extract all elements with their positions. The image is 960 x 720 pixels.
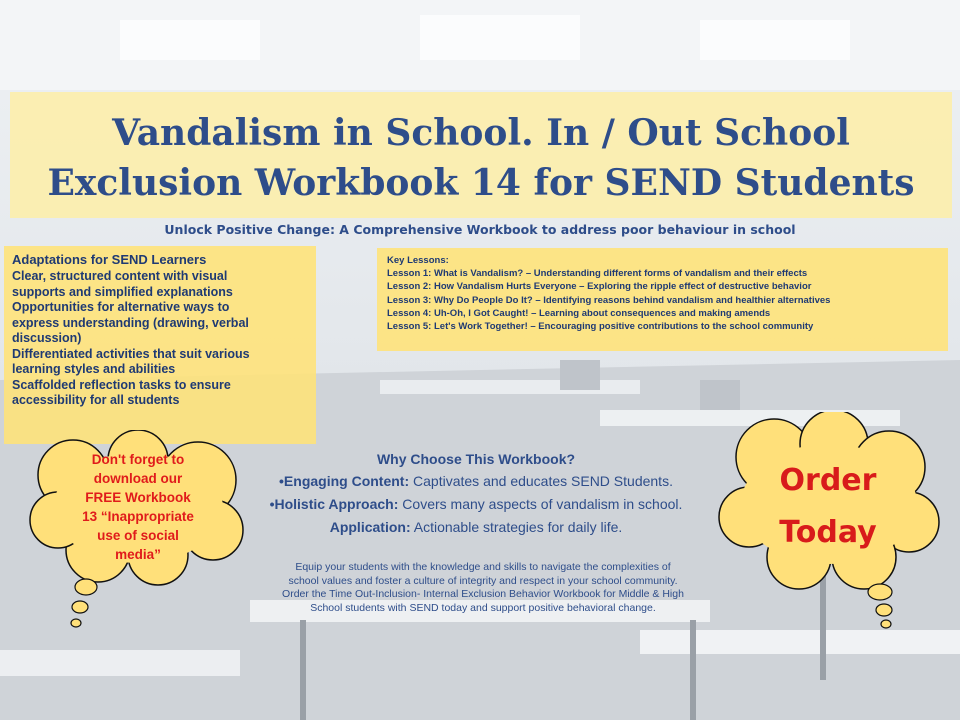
adaptation-line: discussion) xyxy=(12,331,82,345)
thought-bubble-dots-left xyxy=(60,575,100,635)
promo-line: FREE Workbook xyxy=(85,490,191,505)
order-line-1: Order xyxy=(779,463,877,498)
title-line-2: Exclusion Workbook 14 for SEND Students xyxy=(47,162,915,204)
adaptation-line: supports and simplified explanations xyxy=(12,284,233,299)
why-item-text: Captivates and educates SEND Students. xyxy=(409,473,673,489)
why-item-label: Application: xyxy=(329,519,411,535)
why-item-label: •Holistic Approach: xyxy=(269,496,399,512)
order-today-button[interactable] xyxy=(714,455,942,559)
closing-line: Equip your students with the knowledge and skills to navigate the complexities of xyxy=(295,561,671,573)
key-lessons-heading: Key Lessons: xyxy=(387,255,449,266)
closing-line: School students with SEND today and support positive behavioral change. xyxy=(310,601,656,614)
why-item xyxy=(226,493,726,516)
adaptation-line: accessibility for all students xyxy=(12,393,180,407)
adaptations-panel xyxy=(4,246,316,444)
why-choose-section xyxy=(226,448,726,539)
why-item-text: Covers many aspects of vandalism in school. xyxy=(398,496,683,512)
adaptation-line: express understanding (drawing, verbal xyxy=(12,315,249,330)
lesson-item: Lesson 2: How Vandalism Hurts Everyone – Exploring the ripple effect of destructive behavior xyxy=(387,281,812,293)
why-item xyxy=(226,516,726,539)
lesson-item: Lesson 4: Uh-Oh, I Got Caught! – Learning about consequences and making amends xyxy=(387,307,771,319)
promo-line: download our xyxy=(93,471,183,486)
adaptation-line: Opportunities for alternative ways to xyxy=(12,300,230,314)
adaptation-line: learning styles and abilities xyxy=(12,362,176,376)
title-line-1: Vandalism in School. In / Out School xyxy=(112,112,850,154)
adaptation-line: Clear, structured content with visual xyxy=(12,269,228,283)
promo-line: media” xyxy=(115,547,161,562)
adaptation-line: Differentiated activities that suit various xyxy=(12,346,250,361)
closing-line: Order the Time Out-Inclusion- Internal Exclusion Behavior Workbook for Middle & High xyxy=(282,588,684,600)
lesson-item: Lesson 5: Let's Work Together! – Encouraging positive contributions to the school community xyxy=(387,321,814,333)
why-item xyxy=(226,470,726,493)
thought-bubble-dots-right xyxy=(860,580,900,630)
page-title xyxy=(10,108,952,208)
adaptations-heading: Adaptations for SEND Learners xyxy=(12,252,207,267)
why-item-label: •Engaging Content: xyxy=(279,473,410,489)
lesson-item: Lesson 3: Why Do People Do It? – Identifying reasons behind vandalism and healthier alternatives xyxy=(387,294,831,306)
promo-line: 13 “Inappropriate xyxy=(82,509,194,524)
why-heading: Why Choose This Workbook? xyxy=(376,451,576,467)
closing-line: school values and foster a culture of integrity and respect in your school community. xyxy=(288,574,678,587)
key-lessons-panel xyxy=(377,248,948,351)
lesson-item: Lesson 1: What is Vandalism? – Understanding different forms of vandalism and their effects xyxy=(387,268,808,279)
why-item-text: Actionable strategies for daily life. xyxy=(410,519,623,535)
promo-line: use of social xyxy=(97,528,179,543)
promo-line: Don't forget to xyxy=(91,452,185,467)
adaptation-line: Scaffolded reflection tasks to ensure xyxy=(12,377,231,392)
order-line-2: Today xyxy=(779,515,877,550)
closing-paragraph xyxy=(238,561,728,615)
subtitle: Unlock Positive Change: A Comprehensive Workbook to address poor behaviour in school xyxy=(164,222,796,237)
free-workbook-promo xyxy=(38,450,238,564)
